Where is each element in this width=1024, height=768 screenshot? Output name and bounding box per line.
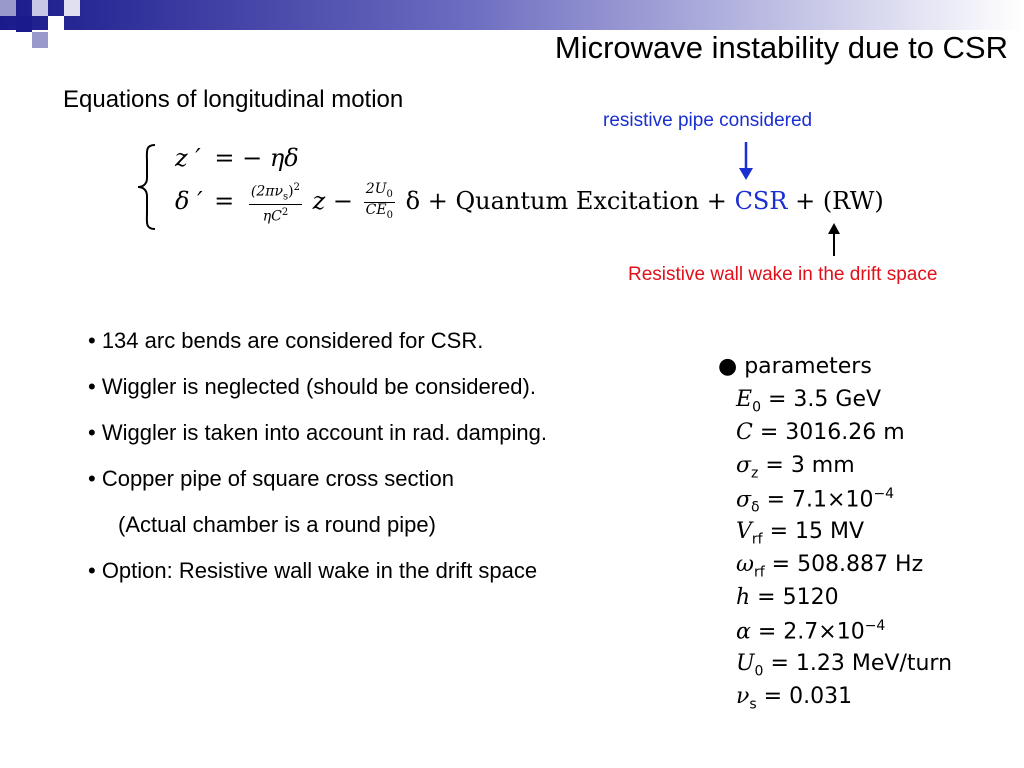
frac1-num-tail: ): [288, 183, 294, 200]
param-sub: δ: [751, 499, 760, 516]
param-sup: −4: [873, 486, 895, 502]
param-symbol: h: [736, 585, 751, 610]
up-arrow-icon: [826, 222, 842, 258]
param-row: [718, 585, 952, 618]
frac1-den-sup: 2: [281, 207, 289, 219]
resistive-pipe-note: resistive pipe considered: [603, 110, 813, 131]
param-row: [718, 519, 952, 552]
slide-subtitle: Equations of longitudinal motion: [63, 86, 404, 113]
param-sub: rf: [753, 564, 765, 581]
param-symbol: V: [736, 519, 752, 544]
param-row: [718, 387, 952, 420]
param-symbol: α: [736, 619, 751, 645]
eq-z-prime: z ′: [175, 144, 201, 172]
param-row: [718, 552, 952, 585]
equation-line-2: [175, 180, 884, 225]
param-row: [718, 453, 952, 486]
fraction-2: [364, 182, 395, 223]
bullet-item: (Actual chamber is a round pipe): [118, 512, 436, 537]
param-value: = 1.23 MeV/turn: [770, 651, 953, 676]
frac2-num-sub: 0: [386, 189, 393, 201]
parameters-header: ● parameters: [718, 354, 872, 379]
bullet-item: • 134 arc bends are considered for CSR.: [88, 328, 484, 353]
param-symbol: C: [736, 420, 753, 445]
param-value: = 508.887 Hz: [771, 552, 924, 577]
param-value: = 0.031: [763, 684, 853, 709]
eq-term1: z −: [312, 187, 354, 216]
param-symbol: ω: [736, 552, 754, 577]
deco-square: [48, 16, 64, 32]
param-row: [718, 618, 952, 651]
deco-square: [32, 0, 48, 16]
param-sup: −4: [864, 618, 886, 634]
param-sub: s: [749, 696, 757, 713]
eq-csr: CSR: [734, 187, 788, 216]
bullet-list: [88, 328, 547, 604]
parameters-header-label: parameters: [744, 354, 872, 379]
deco-square: [64, 0, 80, 16]
slide-title: Microwave instability due to CSR: [554, 30, 1008, 65]
param-value: = 7.1×10: [766, 487, 874, 513]
param-symbol: σ: [736, 453, 752, 478]
param-row: [718, 684, 952, 717]
frac1-num-sub: s: [283, 191, 289, 203]
param-value: = 3 mm: [765, 453, 855, 478]
param-value: = 2.7×10: [757, 619, 865, 645]
param-row: [718, 651, 952, 684]
param-value: = 3016.26 m: [759, 420, 905, 445]
equation-line-1: [175, 144, 299, 172]
param-symbol: E: [736, 387, 753, 412]
param-symbol: σ: [736, 487, 752, 513]
equation-block: [135, 140, 884, 235]
param-sub: z: [751, 465, 759, 482]
eq-delta-prime: δ ′: [175, 187, 203, 216]
frac1-den: ηC: [262, 209, 282, 226]
header-bar: [0, 0, 1024, 30]
param-symbol: U: [736, 651, 755, 676]
parameters-list: [718, 354, 952, 717]
frac1-num: (2πν: [250, 183, 284, 200]
frac2-den: CE: [365, 202, 387, 219]
param-value: = 15 MV: [769, 519, 865, 544]
frac1-num-sup: 2: [293, 182, 300, 193]
eq-equals: =: [214, 187, 235, 216]
deco-square: [0, 0, 16, 16]
resistive-wall-note: Resistive wall wake in the drift space: [628, 264, 938, 285]
param-value: = 5120: [757, 585, 839, 610]
param-sub: 0: [754, 663, 764, 680]
bullet-item: • Copper pipe of square cross section: [88, 466, 455, 491]
deco-square: [32, 32, 48, 48]
eq-term2: δ + Quantum Excitation +: [405, 187, 727, 216]
bullet-item: • Wiggler is taken into account in rad. damping.: [88, 420, 547, 445]
param-sub: 0: [752, 399, 761, 416]
frac2-den-sub: 0: [386, 209, 393, 221]
fraction-1: [249, 180, 302, 225]
eq-rhs-1: = − ηδ: [214, 144, 299, 172]
eq-term3: + (RW): [795, 187, 884, 216]
frac2-num: 2U: [365, 181, 387, 198]
deco-square: [16, 16, 32, 32]
param-row: [718, 486, 952, 519]
bullet-item: • Option: Resistive wall wake in the drift space: [88, 558, 538, 583]
param-row: [718, 420, 952, 453]
param-symbol: ν: [736, 684, 750, 709]
param-value: = 3.5 GeV: [767, 387, 882, 412]
left-brace-icon: [135, 142, 159, 232]
bullet-item: • Wiggler is neglected (should be considered).: [88, 374, 536, 399]
param-sub: rf: [751, 531, 763, 548]
